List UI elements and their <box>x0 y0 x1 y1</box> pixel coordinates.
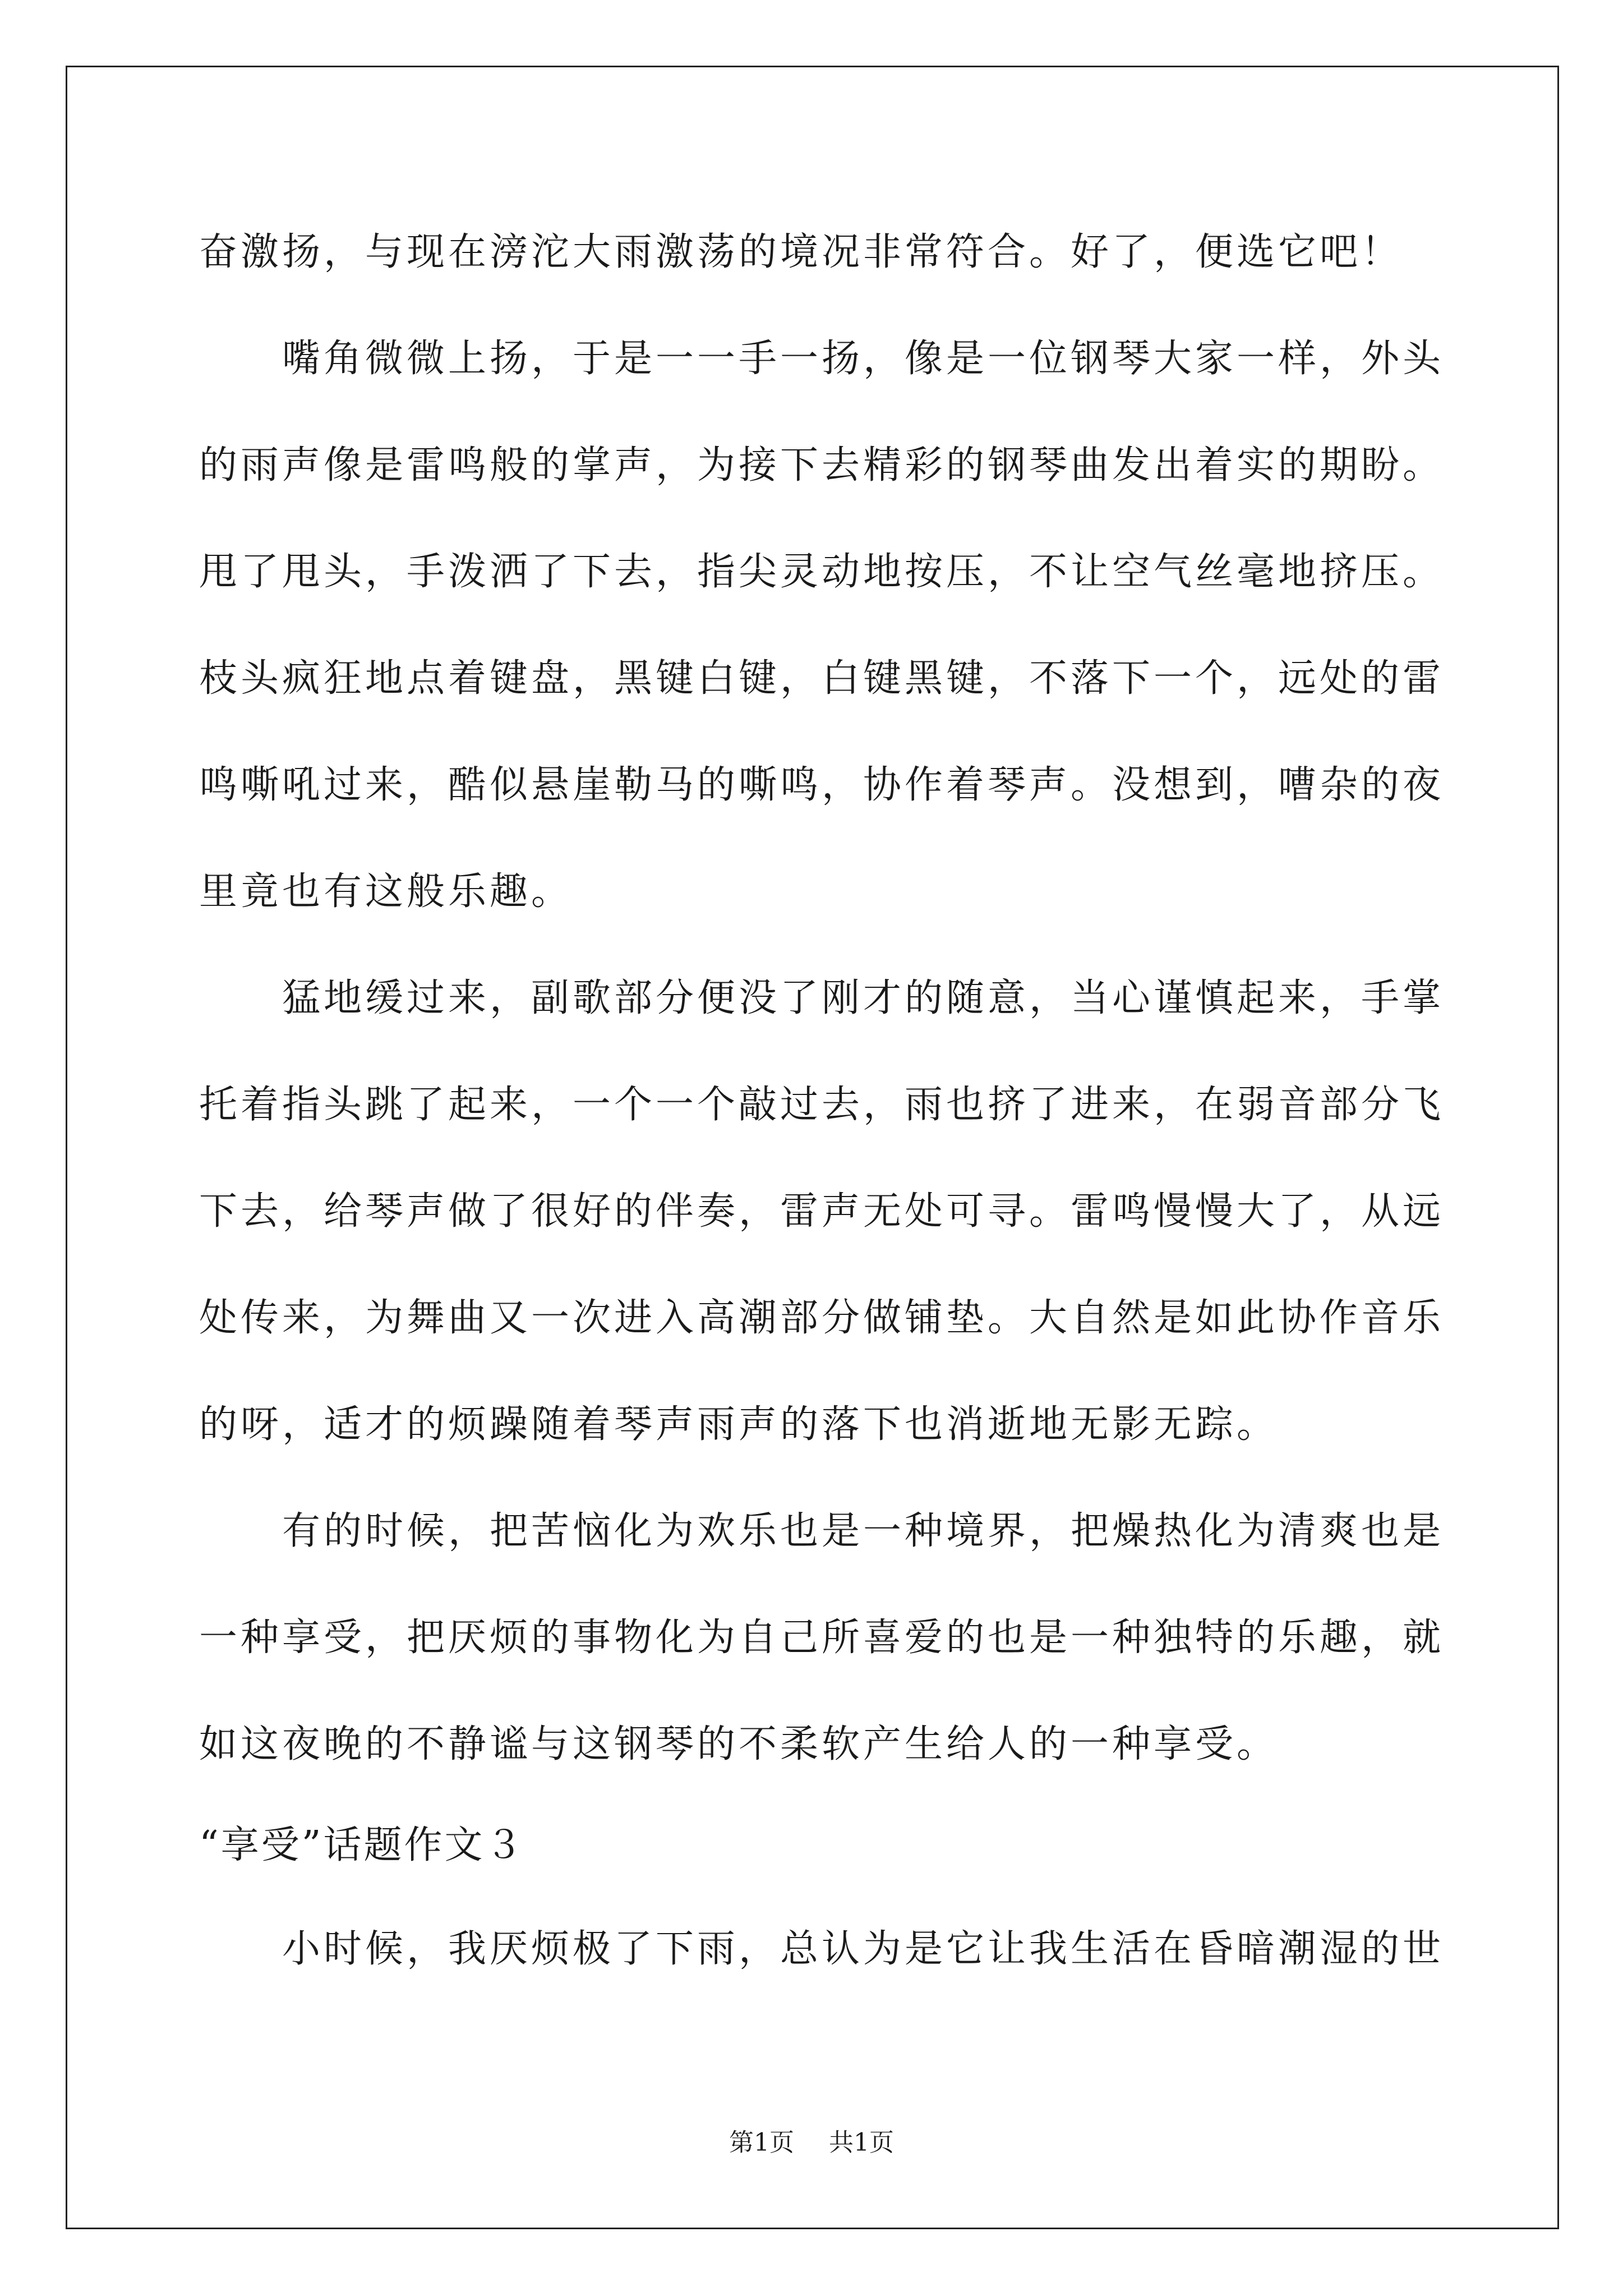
section-heading: “享受”话题作文３ <box>199 1823 525 1867</box>
text-line: 托着指头跳了起来，一个一个敲过去，雨也挤了进来，在弱音部分飞 <box>199 1083 1445 1127</box>
text-line: 鸣嘶吼过来，酷似悬崖勒马的嘶鸣，协作着琴声。没想到，嘈杂的夜 <box>199 763 1445 807</box>
paragraph-start-line: 猛地缓过来，副歌部分便没了刚才的随意，当心谨慎起来，手掌 <box>282 976 1445 1020</box>
page-border <box>66 66 1559 2229</box>
text-line: 里竟也有这般乐趣。 <box>199 869 573 914</box>
text-line: 的呀，适才的烦躁随着琴声雨声的落下也消逝地无影无踪。 <box>199 1402 1279 1447</box>
page-footer <box>0 2126 1623 2160</box>
page-number: 第1页 <box>729 2128 794 2157</box>
text-line: 下去，给琴声做了很好的伴奏，雷声无处可寻。雷鸣慢慢大了，从远 <box>199 1189 1445 1234</box>
paragraph-start-line: 小时候，我厌烦极了下雨，总认为是它让我生活在昏暗潮湿的世 <box>282 1927 1445 1971</box>
text-line: 甩了甩头，手泼洒了下去，指尖灵动地按压，不让空气丝毫地挤压。 <box>199 550 1445 594</box>
text-line: 枝头疯狂地点着键盘，黑键白键，白键黑键，不落下一个，远处的雷 <box>199 656 1445 701</box>
text-line: 如这夜晚的不静谧与这钢琴的不柔软产生给人的一种享受。 <box>199 1722 1279 1766</box>
text-line: 处传来，为舞曲又一次进入高潮部分做铺垫。大自然是如此协作音乐 <box>199 1296 1445 1340</box>
page-total: 共1页 <box>829 2128 894 2157</box>
paragraph-start-line: 嘴角微微上扬，于是一一手一扬，像是一位钢琴大家一样，外头 <box>282 337 1445 381</box>
text-line: 一种享受，把厌烦的事物化为自己所喜爱的也是一种独特的乐趣，就 <box>199 1616 1445 1660</box>
text-line: 的雨声像是雷鸣般的掌声，为接下去精彩的钢琴曲发出着实的期盼。 <box>199 443 1445 487</box>
paragraph-start-line: 有的时候，把苦恼化为欢乐也是一种境界，把燥热化为清爽也是 <box>282 1509 1445 1553</box>
text-line: 奋激扬，与现在滂沱大雨激荡的境况非常符合。好了，便选它吧！ <box>199 230 1403 274</box>
